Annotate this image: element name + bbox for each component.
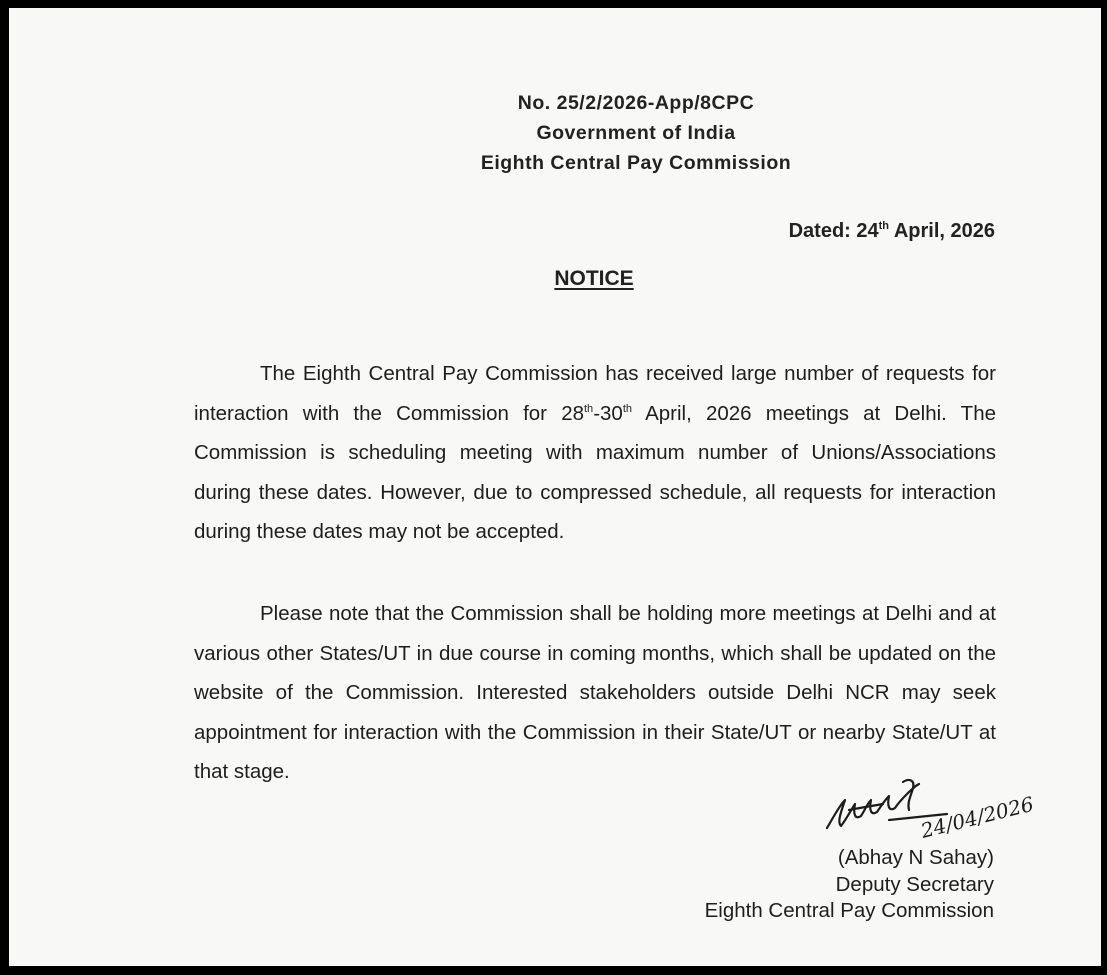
handwritten-date: 24/04/2026 xyxy=(918,791,1037,843)
dated-label: Dated: 24 xyxy=(788,220,879,242)
signatory-designation: Deputy Secretary xyxy=(835,872,994,896)
paragraph-1-part2: -30 xyxy=(593,401,623,425)
paragraph-2 xyxy=(194,594,996,792)
document-header xyxy=(9,88,1101,178)
paragraph-2-indent xyxy=(194,602,260,625)
government-line: Government of India xyxy=(536,122,736,144)
paragraph-1-indent xyxy=(194,362,260,385)
signatory-office: Eighth Central Pay Commission xyxy=(704,899,994,922)
paragraph-1-part1: The Eighth Central Pay Commission has received large number of requests for interaction with the Commission for 28 xyxy=(194,362,996,425)
dated-rest: April, 2026 xyxy=(889,220,995,242)
dated-day-suffix: th xyxy=(878,220,890,232)
paragraph-1-part3: April, 2026 meetings at Delhi. The Commission is scheduling meeting with maximum number of Unions/Associations during these dates. However, due to compressed schedule, all requests for interaction during these dates may not be accepted. xyxy=(194,401,996,543)
signatory-name: (Abhay N Sahay) xyxy=(837,846,994,869)
handwritten-signature xyxy=(819,770,1059,850)
file-number: No. 25/2/2026-App/8CPC xyxy=(517,92,755,114)
paragraph-2-text: Please note that the Commission shall be holding more meetings at Delhi and at various other States/UT in due course in coming months, which shall be updated on the website of the Commission. Interested stakeholders outside Delhi NCR may seek appointment for interaction with the Commission in their State/UT or nearby State/UT at that stage. xyxy=(194,602,996,783)
dated-line xyxy=(789,220,995,243)
paragraph-1-sup1: th xyxy=(584,402,594,415)
notice-title: NOTICE xyxy=(554,267,634,290)
paragraph-1-sup2: th xyxy=(622,402,633,415)
signatory-block xyxy=(705,845,994,925)
notice-document xyxy=(9,8,1101,966)
commission-line: Eighth Central Pay Commission xyxy=(480,152,792,174)
paragraph-1 xyxy=(194,354,996,552)
